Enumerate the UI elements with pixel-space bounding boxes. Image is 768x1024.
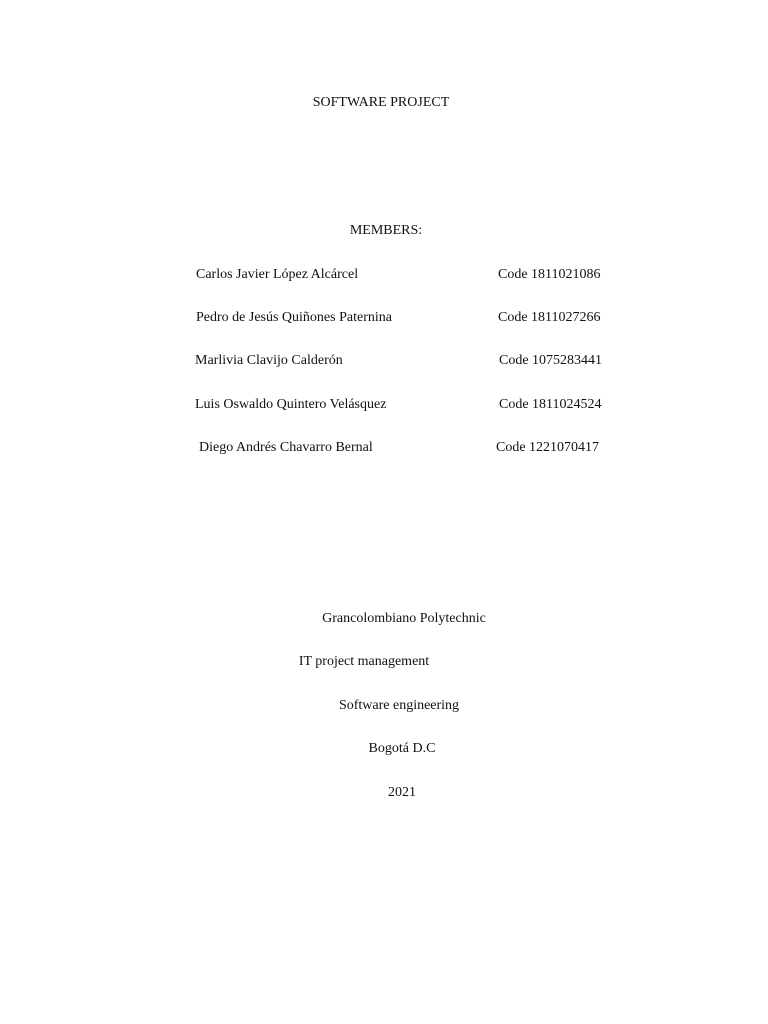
member-name: Pedro de Jesús Quiñones Paternina — [196, 310, 392, 325]
member-code: Code 1811027266 — [498, 310, 601, 325]
members-heading: MEMBERS: — [349, 223, 423, 238]
member-code: Code 1811024524 — [499, 397, 602, 412]
member-name: Marlivia Clavijo Calderón — [195, 353, 343, 368]
institution-name: Grancolombiano Polytechnic — [322, 611, 486, 626]
course-name: IT project management — [298, 654, 430, 669]
member-code: Code 1221070417 — [496, 440, 600, 455]
document-title: SOFTWARE PROJECT — [312, 95, 450, 110]
member-code: Code 1811021086 — [498, 267, 601, 282]
member-code: Code 1075283441 — [499, 353, 603, 368]
year: 2021 — [388, 785, 416, 800]
program-name: Software engineering — [338, 698, 460, 713]
member-name: Luis Oswaldo Quintero Velásquez — [195, 397, 387, 412]
member-name: Carlos Javier López Alcárcel — [196, 267, 359, 282]
member-name: Diego Andrés Chavarro Bernal — [199, 440, 373, 455]
city-name: Bogotá D.C — [368, 741, 436, 756]
